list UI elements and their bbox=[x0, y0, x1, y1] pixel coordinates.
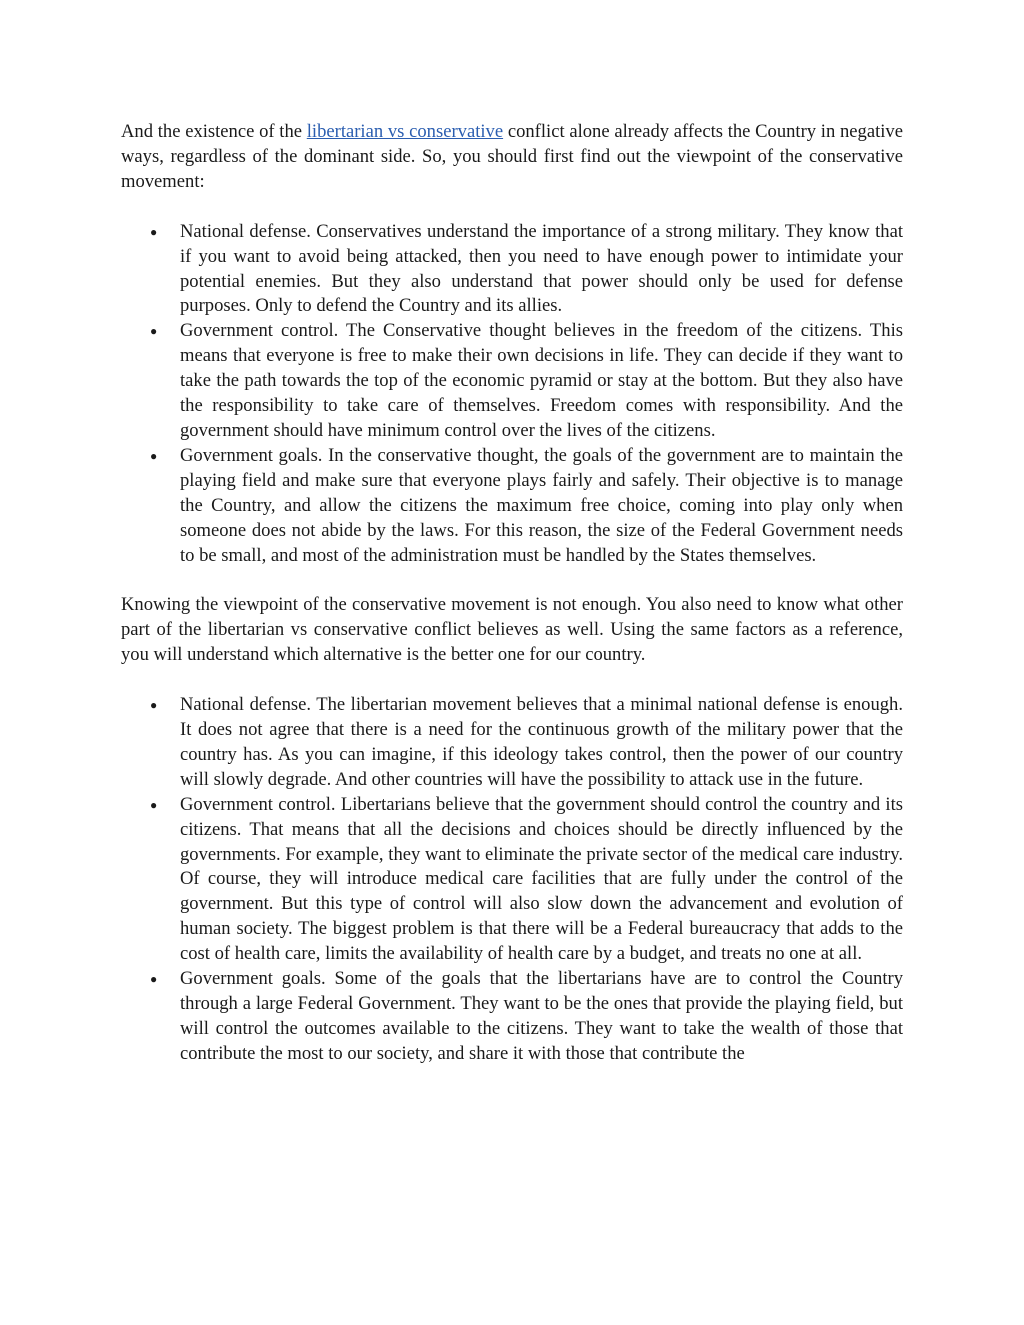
list-item bbox=[121, 693, 903, 793]
second-paragraph: Knowing the viewpoint of the conservative movement is not enough. You also need to know what other part of the libertarian vs conservative conflict believes as well. Using the same factors as a reference, you will understand which alternative is the better one for our country. bbox=[121, 594, 903, 666]
list-item-text: Government control. Libertarians believe that the government should control the country and its citizens. That means that all the decisions and choices should be directly influenced by the governments. For example, they want to eliminate the private sector of the medical care industry. Of course, they will introduce medical care facilities that are fully under the control of the government. But this type of control will also slow down the advancement and evolution of human society. The biggest problem is that there will be a Federal bureaucracy that adds to the cost of health care, limits the availability of health care by a budget, and treats no one at all. bbox=[180, 793, 903, 965]
libertarian-viewpoints-list bbox=[121, 693, 903, 1067]
list-item-text: National defense. Conservatives understand the importance of a strong military. They know that if you want to avoid being attacked, then you need to have enough power to intimidate your potential enemies. But they also understand that power should only be used for defense purposes. Only to defend the Country and its allies. bbox=[180, 220, 903, 317]
list-item-text: Government goals. In the conservative thought, the goals of the government are to maintain the playing field and make sure that everyone plays fairly and safely. Their objective is to manage the Country, and allow the citizens the maximum free choice, coming into play only when someone does not abide by the laws. For this reason, the size of the Federal Government needs to be small, and most of the administration must be handled by the States themselves. bbox=[180, 444, 903, 566]
list-item-text: National defense. The libertarian movement believes that a minimal national defense is enough. It does not agree that there is a need for the continuous growth of the military power that the country has. As you can imagine, if this ideology takes control, then the power of our country will slowly degrade. And other countries will have the possibility to attack use in the future. bbox=[180, 694, 903, 790]
list-item bbox=[121, 793, 903, 967]
list-item bbox=[121, 444, 903, 569]
list-item-text: Government control. The Conservative thought believes in the freedom of the citizens. This means that everyone is free to make their own decisions in life. They can decide if they want to take the path towards the top of the economic pyramid or stay at the bottom. But they also have the responsibility to take care of themselves. Freedom comes with responsibility. And the government should have minimum control over the lives of the citizens. bbox=[180, 320, 903, 441]
bullet-icon: ● bbox=[150, 698, 158, 713]
intro-text-before-link: And the existence of the bbox=[121, 121, 307, 142]
document-page bbox=[121, 120, 903, 1067]
conservative-viewpoints-list bbox=[121, 220, 903, 569]
bullet-icon: ● bbox=[150, 972, 158, 987]
intro-text-after-link: conflict alone already affects the Country in negative ways, regardless of the dominant side. So, you should first find out the viewpoint of the conservative movement: bbox=[121, 121, 903, 192]
list-item bbox=[121, 319, 903, 444]
list-item-text: Government goals. Some of the goals that the libertarians have are to control the Country through a large Federal Government. They want to be the ones that provide the playing field, but will control the outcomes available to the citizens. They want to take the wealth of those that contribute the most to our society, and share it with those that contribute the bbox=[180, 968, 903, 1064]
bullet-icon: ● bbox=[150, 324, 158, 339]
libertarian-vs-conservative-link[interactable]: libertarian vs conservative bbox=[306, 121, 504, 142]
list-item bbox=[121, 967, 903, 1067]
intro-paragraph bbox=[121, 120, 903, 195]
bullet-icon: ● bbox=[150, 797, 158, 812]
bullet-icon: ● bbox=[150, 448, 158, 463]
bullet-icon: ● bbox=[150, 224, 158, 239]
list-item bbox=[121, 220, 903, 320]
